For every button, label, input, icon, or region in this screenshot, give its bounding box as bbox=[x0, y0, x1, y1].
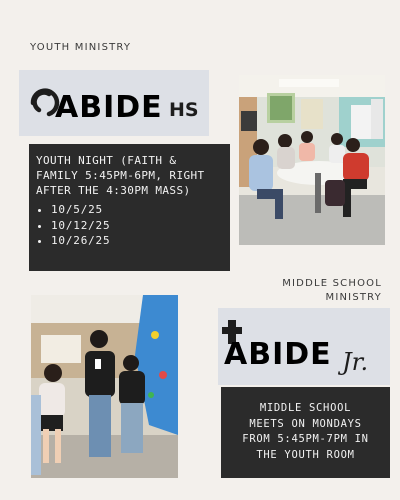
middle-school-info-box bbox=[221, 387, 390, 478]
abide-hs-emblem-icon bbox=[19, 70, 209, 136]
abide-jr-logo-text: ABIDE bbox=[224, 337, 332, 372]
middle-school-label-line: MINISTRY bbox=[325, 292, 382, 303]
abide-jr-logo-suffix: Jr. bbox=[342, 348, 369, 376]
youth-night-info-box bbox=[29, 144, 230, 271]
abide-hs-logo-text: ABIDE bbox=[55, 90, 163, 125]
middle-school-info-text bbox=[221, 387, 390, 463]
youth-night-date: • 10/26/25 bbox=[51, 233, 230, 249]
youth-night-date-list bbox=[29, 202, 230, 249]
abide-jr-emblem-icon bbox=[218, 308, 390, 385]
youth-night-description: YOUTH NIGHT (FAITH & FAMILY 5:45PM-6PM, RIGHT AFTER THE 4:30PM MASS) bbox=[36, 154, 205, 197]
middle-school-label-line: MIDDLE SCHOOL bbox=[282, 278, 382, 289]
abide-hs-logo-suffix: HS bbox=[169, 99, 199, 121]
youth-night-date: • 10/12/25 bbox=[51, 218, 230, 234]
youth-group-photo bbox=[239, 75, 385, 245]
middle-school-ministry-label bbox=[222, 277, 382, 305]
youth-night-date: • 10/5/25 bbox=[51, 202, 230, 218]
middle-school-info-line: FROM 5:45PM-7PM IN bbox=[242, 433, 369, 445]
youth-ministry-label: YOUTH MINISTRY bbox=[30, 42, 132, 53]
middle-school-info-line: MEETS ON MONDAYS bbox=[249, 417, 362, 430]
abide-hs-logo bbox=[19, 70, 209, 136]
middle-school-info-line: MIDDLE SCHOOL bbox=[259, 402, 352, 414]
middle-school-info-line: THE YOUTH ROOM bbox=[256, 448, 355, 461]
middle-school-group-photo bbox=[31, 295, 178, 478]
abide-jr-logo bbox=[218, 308, 390, 385]
